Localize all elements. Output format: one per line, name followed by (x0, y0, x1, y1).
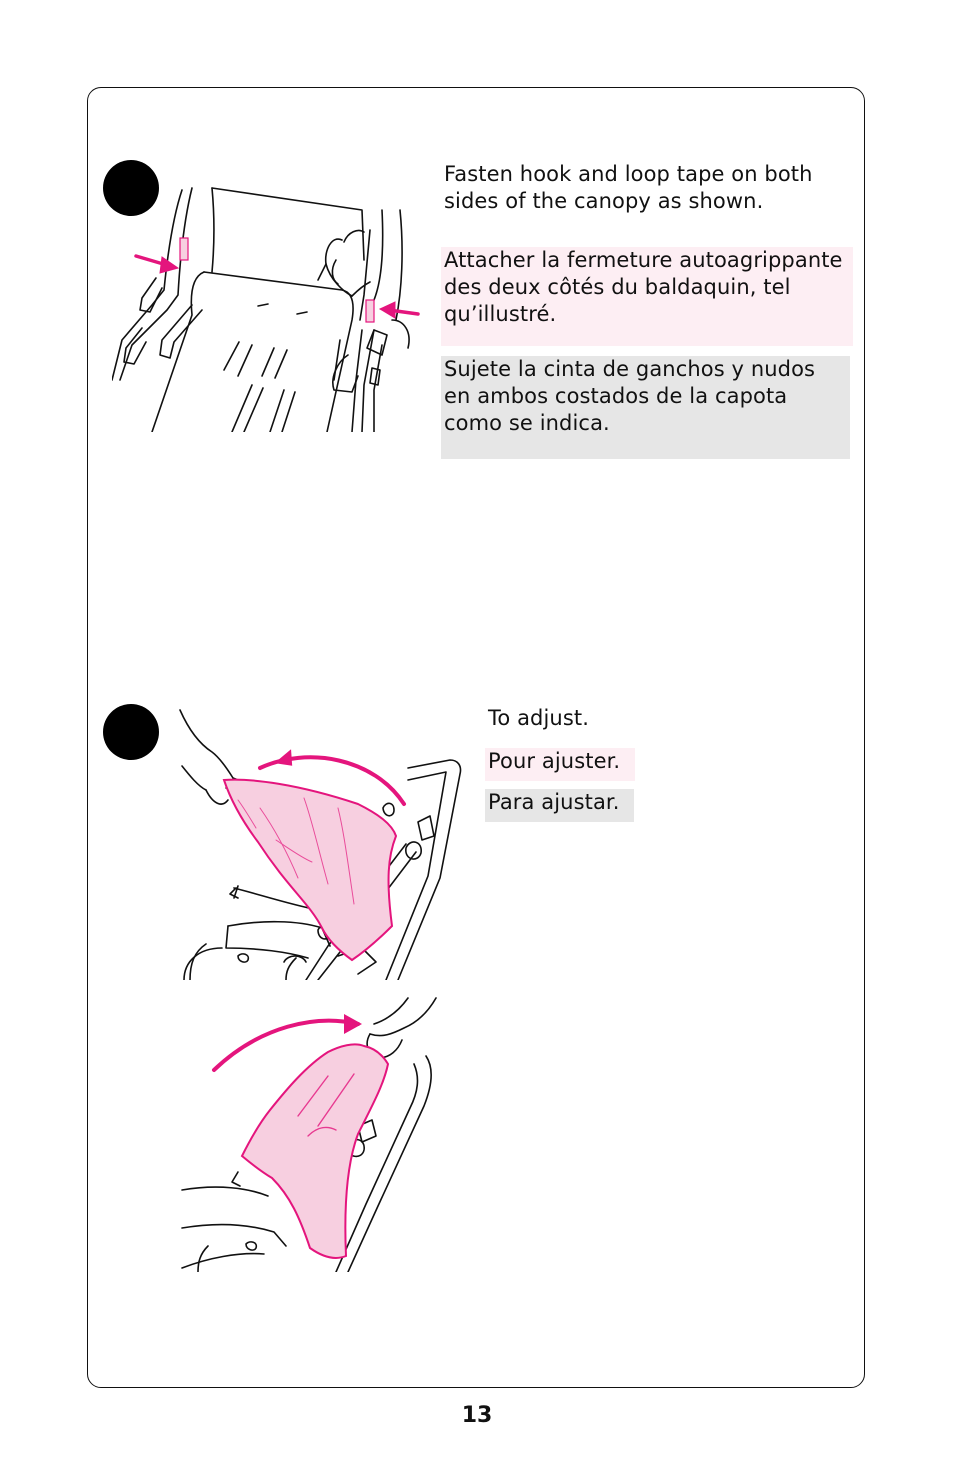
page-number: 13 (461, 1403, 493, 1428)
step-1-spanish: Sujete la cinta de ganchos y nudos en ambos costados de la capota como se indica. (441, 356, 850, 459)
step-1-french: Attacher la fermeture autoagrippante des deux côtés du baldaquin, tel qu’illustré. (441, 247, 853, 346)
canopy-fastening-illustration (112, 180, 422, 432)
step-2-french: Pour ajuster. (485, 748, 635, 781)
step-2-marker (103, 704, 159, 760)
step-2-spanish: Para ajustar. (485, 789, 634, 822)
canopy-adjust-open-illustration (178, 708, 468, 980)
step-2-english: To adjust. (488, 706, 589, 730)
canopy-adjust-close-illustration (178, 996, 440, 1272)
step-1-english: Fasten hook and loop tape on both sides of the canopy as shown. (444, 162, 813, 213)
